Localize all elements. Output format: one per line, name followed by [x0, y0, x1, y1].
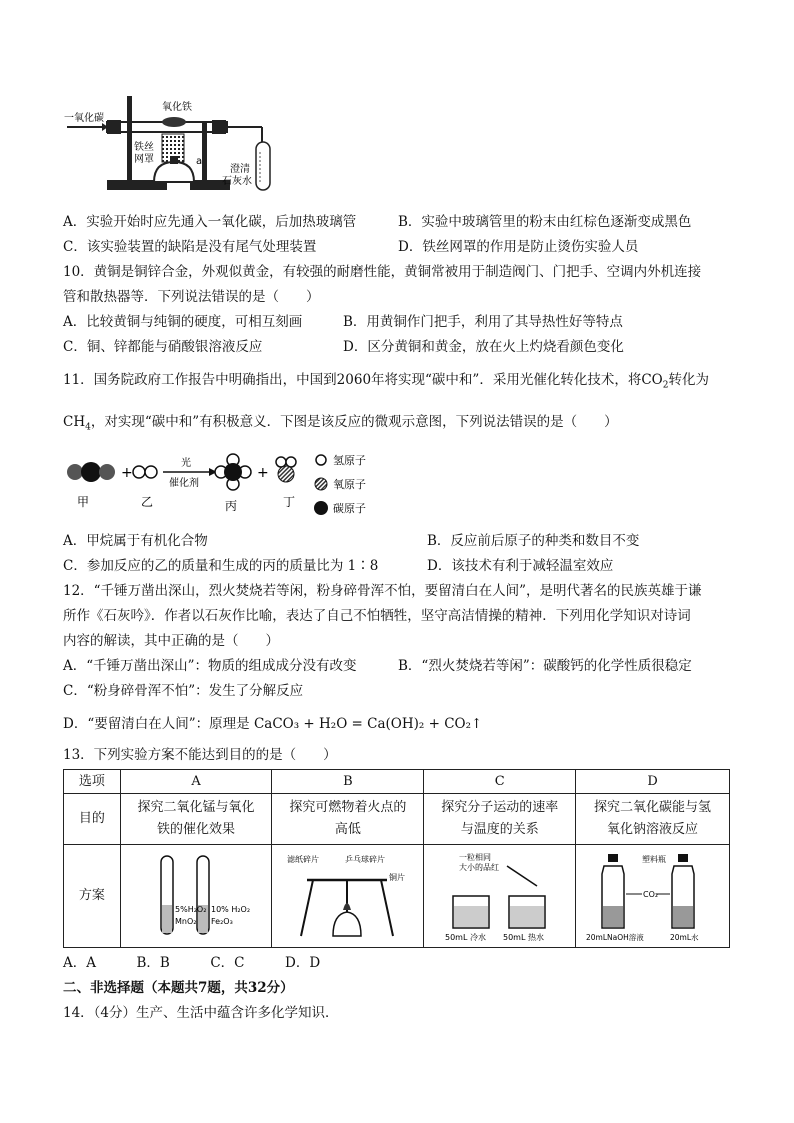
purpose-d-l2: 氧化钠溶液反应: [607, 822, 699, 837]
q11-stem-2b: ，对实现“碳中和”有积极意义．下图是该反应的微观示意图，下列说法错误的是（ ）: [90, 414, 618, 430]
col-d: D: [576, 770, 730, 794]
test-tubes-figure: [131, 850, 261, 942]
tripod-copper-figure: [283, 850, 413, 942]
q13-stem: 13．下列实验方案不能达到目的的是（ ）: [63, 747, 337, 763]
purpose-d-l1: 探究二氧化碳能与氢: [594, 800, 712, 815]
purpose-a: [120, 794, 272, 845]
q11-stem-line1: [63, 370, 709, 396]
purpose-a-l1: 探究二氧化锰与氧化: [137, 800, 255, 815]
q12-option-b: B．“烈火焚烧若等闲”：碳酸钙的化学性质很稳定: [398, 658, 692, 674]
fig-a-r2: Fe₂O₃: [211, 917, 233, 926]
fig-b-l2: 乒乓球碎片: [344, 855, 385, 864]
q9-option-c: C．该实验装置的缺陷是没有尾气处理装置: [63, 239, 317, 255]
q9-option-d: D．铁丝网罩的作用是防止烫伤实验人员: [398, 239, 639, 255]
fig-c-b1: 50mL 冷水: [444, 933, 486, 942]
arrow-bottom: 催化剂: [169, 478, 199, 489]
cell-option-header: 选项: [64, 770, 121, 794]
fig-c-l1: 一粒相同: [458, 853, 491, 862]
beakers-figure: [435, 850, 565, 942]
co-reduction-apparatus-figure: [62, 92, 292, 197]
plus-2: +: [257, 465, 269, 481]
legend-h: 氢原子: [333, 454, 366, 467]
q10-stem-line2: 管和散热器等．下列说法错误的是（ ）: [63, 289, 320, 305]
q11-option-c: C．参加反应的乙的质量和生成的丙的质量比为 1∶8: [63, 558, 379, 574]
a-mark: a: [196, 156, 203, 167]
fig-b-l3: 铜片: [388, 873, 405, 882]
fig-c-l2: 大小的品红: [458, 863, 499, 872]
q11-stem-1a: 11．国务院政府工作报告中明确指出，中国到2060年将实现“碳中和”．采用光催化转化技术，将CO: [63, 372, 663, 388]
fig-b-l1: 滤纸碎片: [286, 855, 319, 864]
table-row-scheme: [64, 845, 730, 948]
q14-stem: 14．（4分）生产、生活中蕴含许多化学知识．: [63, 1005, 339, 1021]
scheme-a: [120, 845, 272, 948]
fig-d-co2: CO₂: [642, 890, 658, 899]
q9-option-a: A．实验开始时应先通入一氧化碳，后加热玻璃管: [63, 214, 357, 230]
fig-d-b1: 20mLNaOH溶液: [585, 933, 644, 942]
purpose-a-l2: 铁的催化效果: [157, 822, 236, 837]
q11-stem-1b: 转化为: [668, 372, 709, 388]
cell-scheme-header: 方案: [64, 845, 121, 948]
label-ding: 丁: [283, 495, 296, 509]
scheme-c: [424, 845, 576, 948]
label-bing: 丙: [225, 499, 238, 513]
arrow-top: 光: [181, 458, 191, 469]
q11-micro-diagram: [63, 450, 383, 522]
purpose-b-l1: 探究可燃物着火点的: [289, 800, 407, 815]
q12-d-prefix: D．“要留清白在人间”：原理是: [63, 716, 250, 732]
table-row-purpose: [64, 794, 730, 845]
q12-stem-line2: 所作《石灰吟》．作者以石灰作比喻，表达了自己不怕牺牲，坚守高洁情操的精神．下列用化学知识对诗词: [63, 608, 691, 624]
q12-option-a: A．“千锤万凿出深山”：物质的组成成分没有改变: [63, 658, 357, 674]
q12-option-d: [63, 714, 482, 734]
q11-option-d: D．该技术有利于减轻温室效应: [427, 558, 614, 574]
purpose-d: [576, 794, 730, 845]
q10-stem-line1: 10．黄铜是铜锌合金，外观似黄金，有较强的耐磨性能，黄铜常被用于制造阀门、门把手、空调内外机连接: [63, 264, 702, 280]
q13-answer-options: A．A B．B C．C D．D: [63, 955, 321, 971]
q10-option-b: B．用黄铜作门把手，利用了其导热性好等特点: [343, 314, 623, 330]
col-a: A: [120, 770, 272, 794]
table-row-header: [64, 770, 730, 794]
mesh-label-2: 网罩: [134, 154, 154, 165]
q10-option-a: A．比较黄铜与纯铜的硬度，可相互刻画: [63, 314, 303, 330]
purpose-b-l2: 高低: [334, 822, 361, 837]
legend-c: 碳原子: [333, 502, 366, 515]
q11-stem-line2: [63, 412, 618, 438]
q9-option-b: B．实验中玻璃管里的粉末由红棕色逐渐变成黑色: [398, 214, 692, 230]
q12-stem-line3: 内容的解读，其中正确的是（ ）: [63, 633, 279, 649]
q11-option-b: B．反应前后原子的种类和数目不变: [427, 533, 640, 549]
q10-option-c: C．铜、锌都能与硝酸银溶液反应: [63, 339, 263, 355]
purpose-b: [272, 794, 424, 845]
q10-option-d: D．区分黄铜和黄金，放在火上灼烧看颜色变化: [343, 339, 624, 355]
legend-o: 氧原子: [333, 478, 366, 491]
plus-1: +: [121, 465, 133, 481]
purpose-c: [424, 794, 576, 845]
col-b: B: [272, 770, 424, 794]
q12-option-c: C．“粉身碎骨浑不怕”：发生了分解反应: [63, 683, 304, 699]
q11-sub-4: 4: [85, 422, 91, 433]
fig-a-r1: 10% H₂O₂: [211, 905, 251, 914]
fig-a-l2: MnO₂: [175, 917, 197, 926]
purpose-c-l2: 与温度的关系: [460, 822, 539, 837]
q11-option-a: A．甲烷属于有机化合物: [63, 533, 208, 549]
lime-label-1: 澄清: [230, 164, 250, 175]
mesh-label-1: 铁丝: [134, 142, 154, 153]
plastic-bottles-figure: [586, 850, 720, 942]
q13-experiment-table: [63, 769, 730, 948]
co-label: 一氧化碳: [64, 113, 104, 124]
scheme-b: [272, 845, 424, 948]
fe2o3-label: 氧化铁: [162, 102, 192, 113]
fig-a-l1: 5%H₂O₂: [175, 905, 207, 914]
fig-d-l1: 塑料瓶: [641, 855, 666, 864]
scheme-d: [576, 845, 730, 948]
q11-sub-2: 2: [662, 380, 669, 391]
fig-c-b2: 50mL 热水: [502, 933, 544, 942]
q12-stem-line1: 12．“千锤万凿出深山，烈火焚烧若等闲，粉身碎骨浑不怕，要留清白在人间”，是明代著名的民族英雄于谦: [63, 583, 702, 599]
fig-d-b2: 20mL水: [669, 933, 699, 942]
col-c: C: [424, 770, 576, 794]
label-yi: 乙: [141, 495, 154, 509]
cell-purpose-header: 目的: [64, 794, 121, 845]
label-jia: 甲: [77, 495, 90, 509]
section-2-title: 二、非选择题（本题共7题，共32分）: [63, 980, 294, 996]
q11-stem-2a: CH: [63, 414, 86, 430]
purpose-c-l1: 探究分子运动的速率: [441, 800, 559, 815]
q12-d-formula: CaCO₃ + H₂O = Ca(OH)₂ + CO₂↑: [253, 716, 483, 732]
lime-label-2: 石灰水: [222, 176, 252, 187]
